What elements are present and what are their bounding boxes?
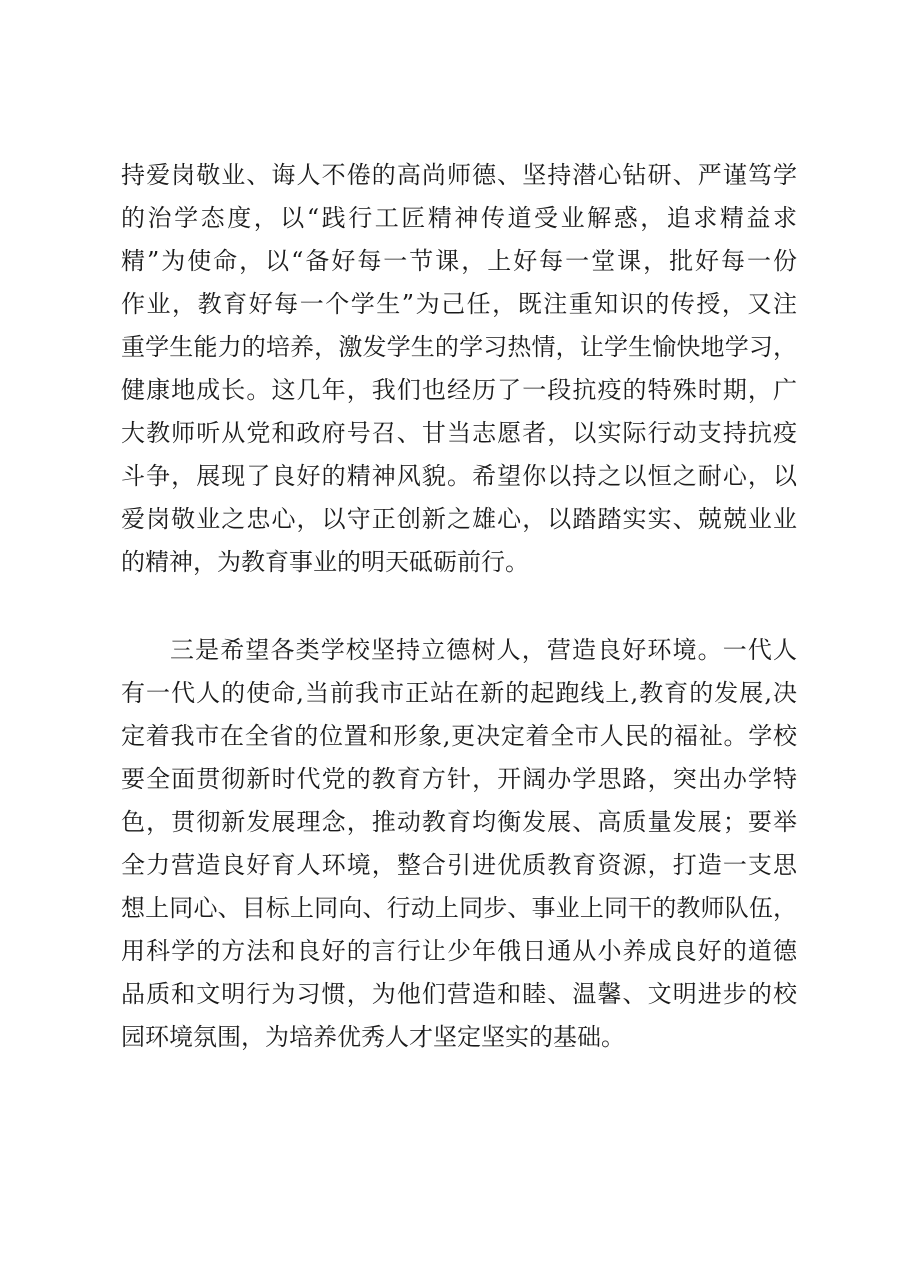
text-line: 品质和文明行为习惯，为他们营造和睦、温馨、文明进步的校	[121, 980, 797, 1008]
text-line: 持爱岗敬业、诲人不倦的高尚师德、坚持潜心钻研、严谨笃学	[121, 161, 797, 189]
text-line: 想上同心、目标上同向、行动上同步、事业上同干的教师队伍，	[121, 894, 797, 922]
text-line: 重学生能力的培养，激发学生的学习热情，让学生愉快地学习，	[121, 333, 797, 361]
text-line: 全力营造良好育人环境，整合引进优质教育资源，打造一支思	[121, 851, 797, 879]
text-line: 定着我市在全省的位置和形象,更决定着全市人民的福祉。学校	[121, 722, 797, 750]
text-line: 要全面贯彻新时代党的教育方针，开阔办学思路，突出办学特	[121, 765, 797, 793]
text-line: 有一代人的使命,当前我市正站在新的起跑线上,教育的发展,决	[121, 679, 797, 707]
text-line: 作业，教育好每一个学生”为己任，既注重知识的传授，又注	[121, 290, 797, 318]
text-line: 用科学的方法和良好的言行让少年俄日通从小养成良好的道德	[121, 937, 797, 965]
text-line: 色，贯彻新发展理念，推动教育均衡发展、高质量发展；要举	[121, 808, 797, 836]
text-line: 三是希望各类学校坚持立德树人，营造良好环境。一代人	[170, 636, 797, 664]
text-line: 爱岗敬业之忠心，以守正创新之雄心，以踏踏实实、兢兢业业	[121, 505, 797, 533]
text-line: 园环境氛围，为培养优秀人才坚定坚实的基础。	[121, 1023, 625, 1051]
text-line: 大教师听从党和政府号召、甘当志愿者，以实际行动支持抗疫	[121, 419, 797, 447]
text-line: 健康地成长。这几年，我们也经历了一段抗疫的特殊时期，广	[121, 376, 797, 404]
text-line: 精”为使命，以“备好每一节课，上好每一堂课，批好每一份	[121, 247, 797, 275]
text-line: 的精神，为教育事业的明天砥砺前行。	[121, 548, 529, 576]
text-line: 的治学态度，以“践行工匠精神传道受业解惑，追求精益求	[121, 204, 797, 232]
text-line: 斗争，展现了良好的精神风貌。希望你以持之以恒之耐心，以	[121, 462, 797, 490]
